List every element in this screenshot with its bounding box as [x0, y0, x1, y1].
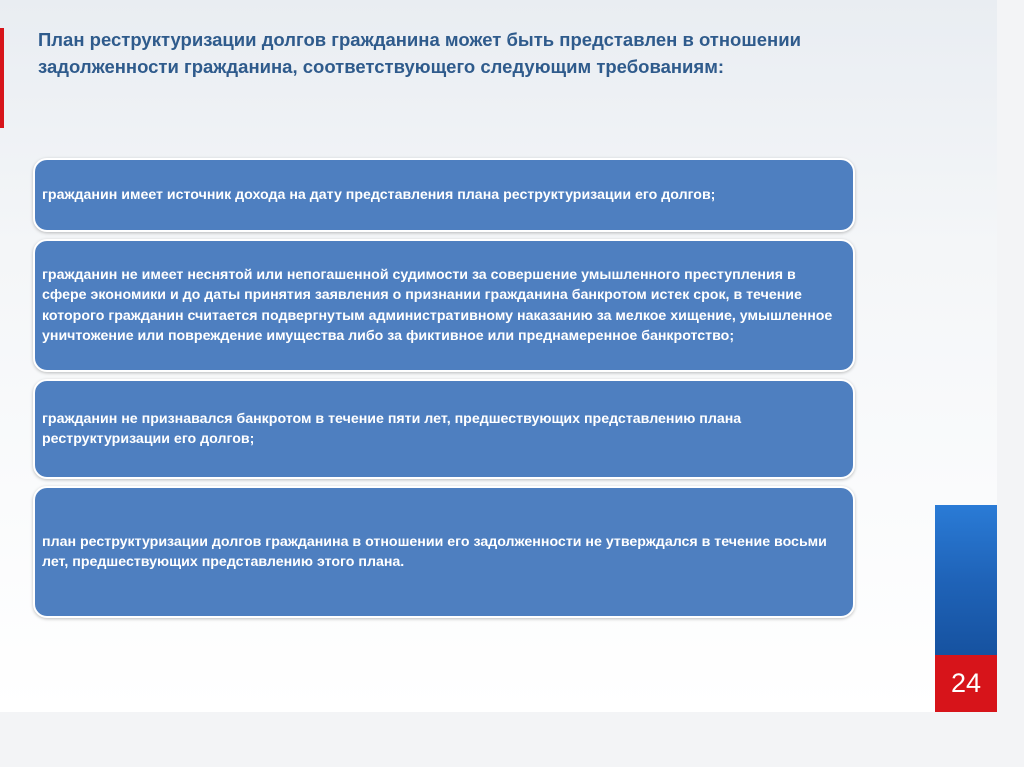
requirement-box-3: [33, 379, 855, 479]
blue-accent-block: [935, 505, 997, 655]
page-number: 24: [950, 668, 982, 698]
requirement-box-4: [33, 486, 855, 618]
requirement-box-2: [33, 239, 855, 372]
slide-title: План реструктуризации долгов гражданина может быть представлен в отношении задолженности гражданина, соответствующего следующим требованиям:: [38, 29, 801, 77]
requirement-box-1: [33, 158, 855, 232]
requirement-text-2: гражданин не имеет неснятой или непогашенной судимости за совершение умышленного преступления в сфере экономики и до даты принятия заявления о признании гражданина банкротом истек срок, в течение которого гражданин считается подвергнутым административному наказанию за мелкое хищение, умышленное уничтожение или повреждение имущества либо за фиктивное или преднамеренное банкротство;: [42, 266, 833, 344]
requirement-text-3: гражданин не признавался банкротом в течение пяти лет, предшествующих представлению плана реструктуризации его долгов;: [42, 410, 742, 447]
red-accent-bar: [0, 28, 4, 128]
requirement-text-1: гражданин имеет источник дохода на дату представления плана реструктуризации его долгов;: [42, 186, 716, 203]
requirements-list: [33, 158, 855, 625]
page-number-badge: [935, 655, 997, 712]
requirement-text-4: план реструктуризации долгов гражданина в отношении его задолженности не утверждался в течение восьми лет, предшествующих представлению этого плана.: [42, 533, 827, 570]
